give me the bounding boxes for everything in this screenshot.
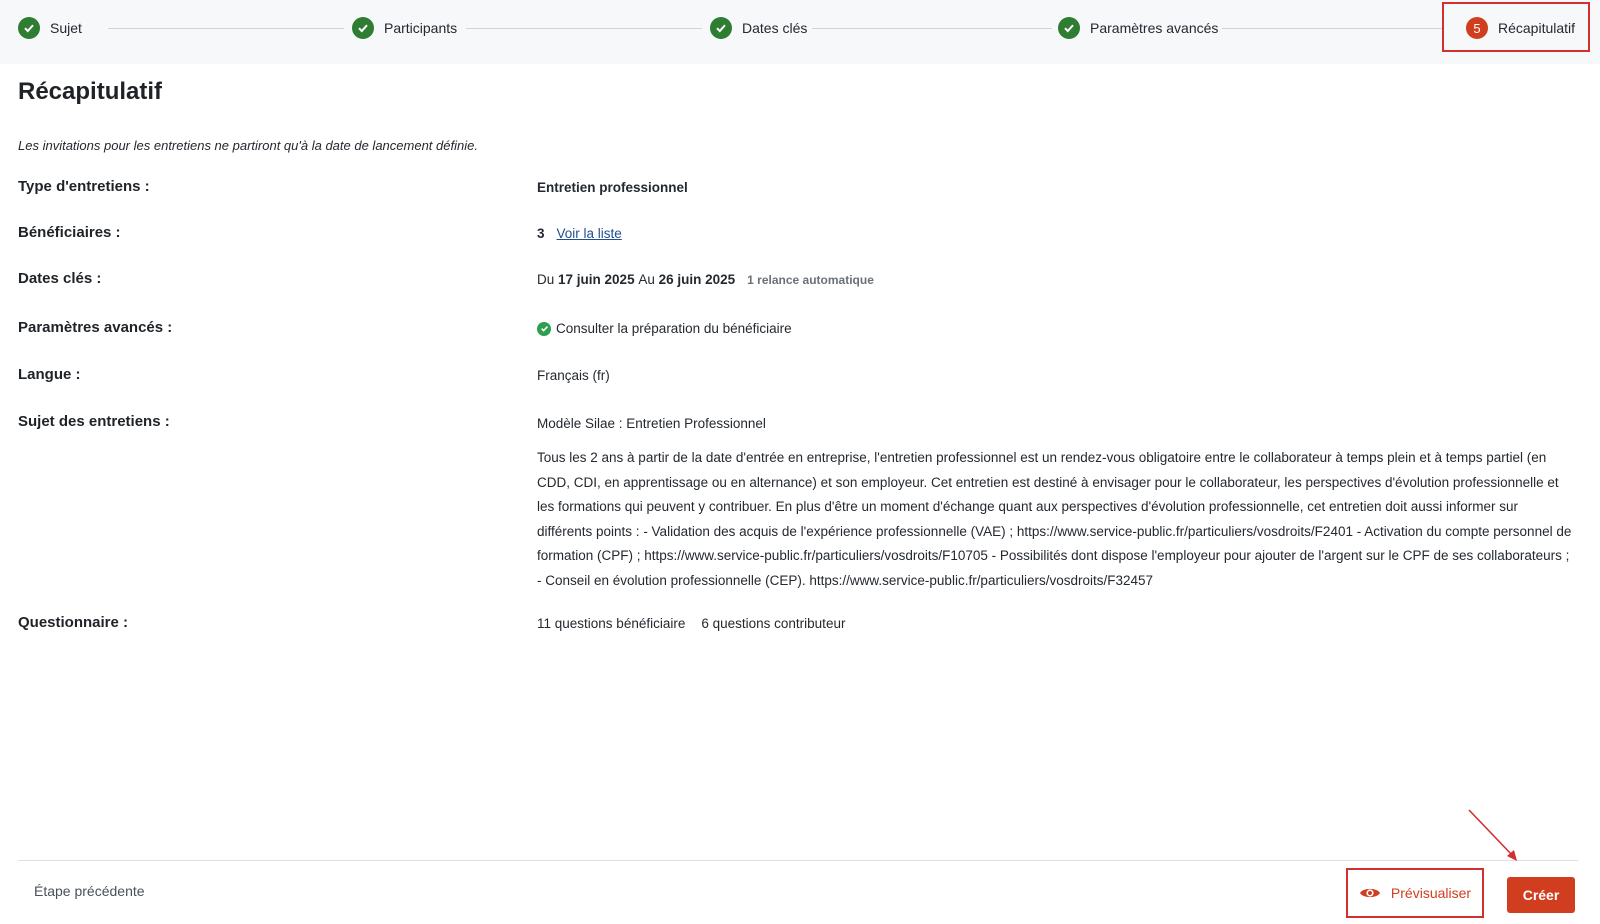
date-from-prefix: Du bbox=[537, 272, 555, 287]
annotation-arrow-icon bbox=[1465, 806, 1525, 866]
preview-label: Prévisualiser bbox=[1390, 885, 1472, 901]
step-parametres-avances[interactable] bbox=[1058, 16, 1218, 40]
subject-model: Modèle Silae : Entretien Professionnel bbox=[537, 416, 766, 431]
create-button[interactable]: Créer bbox=[1507, 877, 1575, 913]
advanced-option: Consulter la préparation du bénéficiaire bbox=[556, 321, 792, 336]
start-date: 17 juin 2025 bbox=[558, 272, 635, 287]
contributor-questions: 6 questions contributeur bbox=[701, 616, 846, 631]
footer-divider bbox=[18, 860, 1578, 861]
check-icon bbox=[18, 17, 40, 39]
step-label: Paramètres avancés bbox=[1090, 20, 1219, 36]
type-label: Type d'entretiens : bbox=[18, 178, 150, 195]
highlight-box bbox=[1442, 2, 1590, 52]
beneficiaries-label: Bénéficiaires : bbox=[18, 224, 121, 241]
dates-value bbox=[537, 272, 874, 287]
previous-step-button[interactable]: Étape précédente bbox=[34, 883, 145, 899]
step-connector bbox=[466, 28, 702, 29]
beneficiaries-count: 3 bbox=[537, 226, 545, 241]
language-label: Langue : bbox=[18, 366, 81, 383]
step-participants[interactable] bbox=[352, 16, 457, 40]
check-circle-icon bbox=[537, 322, 551, 336]
step-number: 5 bbox=[1466, 17, 1488, 39]
view-list-link[interactable]: Voir la liste bbox=[556, 226, 622, 241]
questionnaire-label: Questionnaire : bbox=[18, 614, 129, 631]
questionnaire-value bbox=[537, 616, 845, 631]
page-title: Récapitulatif bbox=[18, 78, 163, 105]
end-date: 26 juin 2025 bbox=[658, 272, 736, 287]
check-icon bbox=[710, 17, 732, 39]
step-label: Sujet bbox=[50, 20, 82, 36]
step-sujet[interactable] bbox=[18, 16, 82, 40]
type-value: Entretien professionnel bbox=[537, 180, 688, 195]
dates-label: Dates clés : bbox=[18, 270, 102, 287]
advanced-label: Paramètres avancés : bbox=[18, 319, 173, 336]
subject-description: Tous les 2 ans à partir de la date d'entrée en entreprise, l'entretien professionnel est un rendez-vous obligatoire entre le collaborateur à temps plein et à temps partiel (en CDD, CDI, en apprentissage ou en alternance) et son employeur. Cet entretien est destiné à envisager pour le collaborateur, les perspectives d'évolution professionnelle et les formations qui peuvent y contribuer. En plus d'être un moment d'échange quant aux perspectives d'évolution professionnelle, cet entretien doit aussi informer sur différents points : - Validation des acquis de l'expérience professionnelle (VAE) ; https://www.service-public.fr/particuliers/vosdroits/F2401 - Activation du compte personnel de formation (CPF) ; https://www.service-public.fr/particuliers/vosdroits/F10705 - Possibilités dont dispose l'employeur pour ajouter de l'argent sur le CPF de ses collaborateurs ; - Conseil en évolution professionnelle (CEP). https://www.service-public.fr/particuliers/vosdroits/F32457 bbox=[537, 450, 1572, 588]
check-icon bbox=[352, 17, 374, 39]
advanced-value bbox=[537, 321, 792, 336]
step-connector bbox=[108, 28, 344, 29]
language-value: Français (fr) bbox=[537, 368, 610, 383]
beneficiary-questions: 11 questions bénéficiaire bbox=[537, 616, 686, 631]
step-dates-cles[interactable] bbox=[710, 16, 807, 40]
step-label: Participants bbox=[384, 20, 458, 36]
reminder-info: 1 relance automatique bbox=[747, 272, 874, 287]
step-label: Récapitulatif bbox=[1498, 20, 1576, 36]
date-to-prefix: Au bbox=[638, 272, 655, 287]
step-connector bbox=[812, 28, 1052, 29]
subject-label: Sujet des entretiens : bbox=[18, 413, 170, 430]
beneficiaries-value bbox=[537, 226, 622, 241]
step-label: Dates clés bbox=[742, 20, 808, 36]
preview-button[interactable] bbox=[1346, 868, 1484, 918]
step-connector bbox=[1222, 28, 1444, 29]
launch-notice: Les invitations pour les entretiens ne partiront qu'à la date de lancement définie. bbox=[18, 138, 478, 153]
eye-icon bbox=[1359, 886, 1381, 900]
check-icon bbox=[1058, 17, 1080, 39]
stepper bbox=[0, 0, 1600, 64]
